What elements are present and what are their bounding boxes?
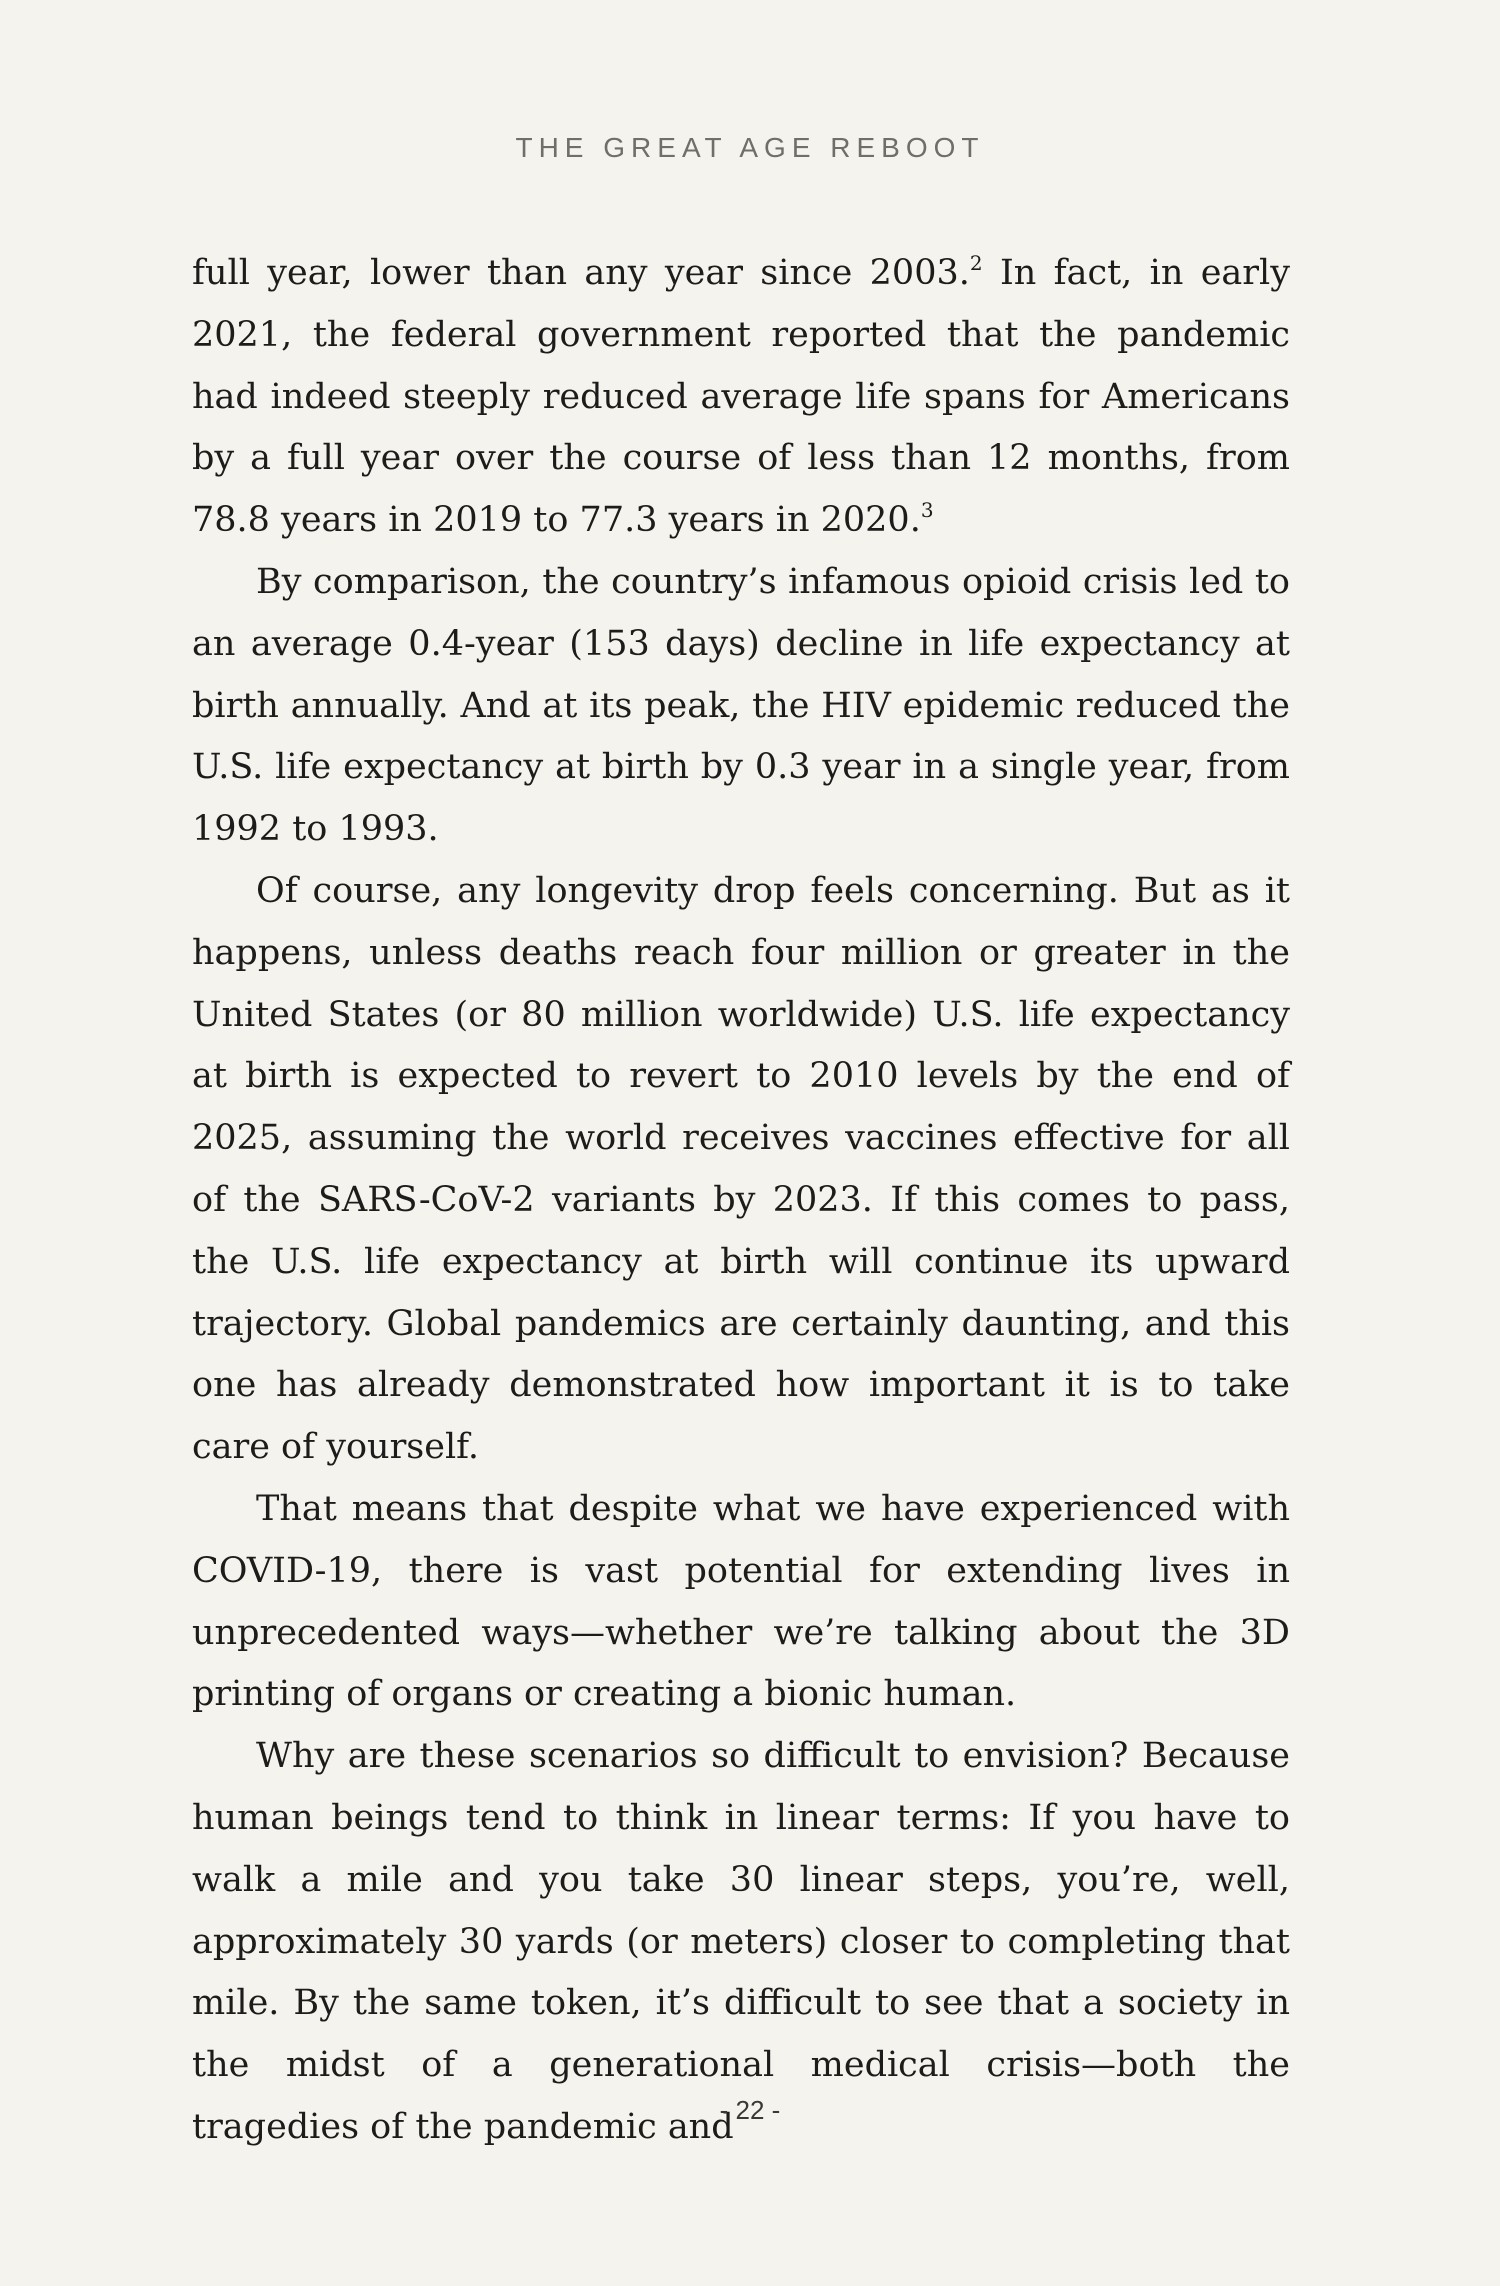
paragraph <box>192 243 1290 552</box>
paragraph <box>192 861 1290 1479</box>
footnote-marker: 2 <box>969 251 983 275</box>
footnote-marker: 3 <box>920 498 934 523</box>
paragraph-text: By comparison, the country’s infamous opioid crisis led to an average 0.4-year (153 days) decline in life expectancy at birth annually. And at its peak, the HIV epidemic reduced the U.S. life expectancy at birth by 0.3 year in a single year, from 1992 to 1993. <box>192 561 1290 850</box>
paragraph-text: That means that despite what we have experienced with COVID-19, there is vast potential for extending lives in unprecedented ways—whether we’re talking about the 3D printing of organs or creating a bionic human. <box>192 1488 1290 1715</box>
paragraph <box>192 552 1290 861</box>
paragraph-text: Of course, any longevity drop feels concerning. But as it happens, unless deaths reach four million or greater in the United States (or 80 million worldwide) U.S. life expectancy at birth is expected to revert to 2010 levels by the end of 2025, assuming the world receives vaccines effective for all of the SARS-CoV-2 variants by 2023. If this comes to pass, the U.S. life expectancy at birth will continue its upward trajectory. Global pandemics are certainly daunting, and this one has already demonstrated how important it is to take care of yourself. <box>192 870 1290 1468</box>
page-number: - 22 - <box>719 2095 781 2125</box>
running-head: THE GREAT AGE REBOOT <box>515 132 985 163</box>
paragraph <box>192 1479 1290 1726</box>
paragraph-text: In fact, in early 2021, the federal government reported that the pandemic had indeed steeply reduced average life spans for Americans by a full year over the course of less than 12 months, from 78.8 years in 2019 to 77.3 years in 2020. <box>192 253 1290 541</box>
body-text <box>192 243 1290 2159</box>
paragraph-text: Why are these scenarios so difficult to envision? Because human beings tend to think in linear terms: If you have to walk a mile and you take 30 linear steps, you’re, well, approximately 30 yards (or meters) closer to completing that mile. By the same token, it’s difficult to see that a society in the midst of a generational medical crisis—both the tragedies of the pandemic and <box>192 1736 1290 2147</box>
paragraph-text: full year, lower than any year since 2003. <box>192 253 970 293</box>
paragraph <box>192 1726 1290 2159</box>
